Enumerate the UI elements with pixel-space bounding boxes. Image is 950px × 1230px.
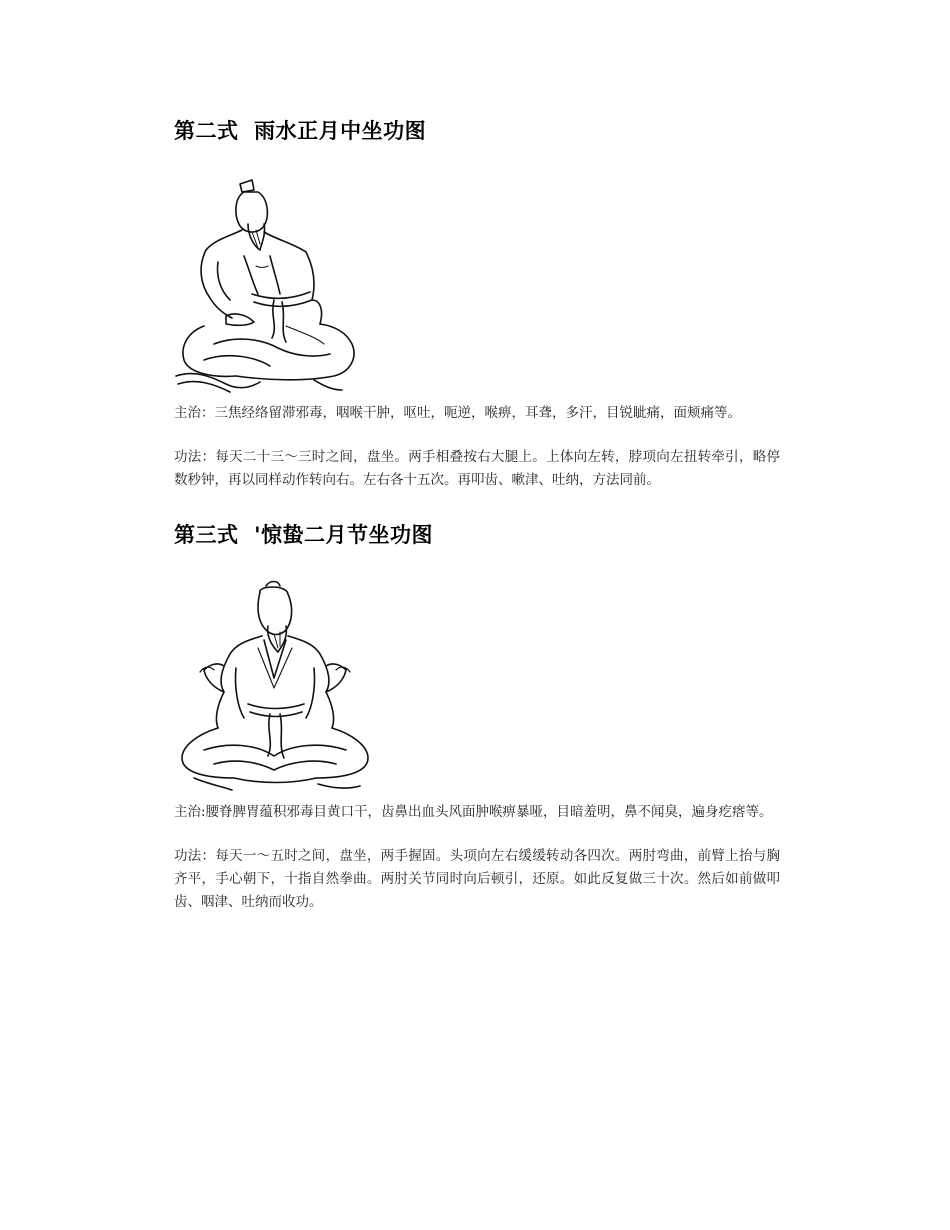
method-text: 功法：每天二十三～三时之间，盘坐。两手相叠按右大腿上。上体向左转，脖项向左扭转牵引，略停数秒钟，再以同样动作转向右。左右各十五次。再叩齿、嗽津、吐纳，方法同前。	[174, 449, 780, 488]
section-title: 第三式 '惊蛰二月节坐功图	[174, 523, 434, 547]
indication-text: 主治:腰脊脾胃蕴积邪毒目黄口干，齿鼻出血头风面肿喉痹暴哑，目暗羞明，鼻不闻臭，遍身疙瘩等。	[174, 804, 773, 820]
section-title: 第二式 雨水正月中坐功图	[174, 119, 427, 143]
seated-figure-illustration	[174, 578, 379, 793]
indication-text: 主治：三焦经络留滞邪毒，咽喉干肿，呕吐，呃逆，喉痹，耳聋，多汗，目锐眦痛，面颊痛等。	[174, 405, 741, 421]
method-text: 功法：每天一～五时之间，盘坐，两手握固。头项向左右缓缓转动各四次。两肘弯曲，前臂上抬与胸齐平，手心朝下，十指自然拳曲。两肘关节同时向后顿引，还原。如此反复做三十次。然后如前做叩齿、咽津、吐纳而收功。	[174, 848, 780, 910]
seated-figure-illustration	[174, 176, 364, 396]
